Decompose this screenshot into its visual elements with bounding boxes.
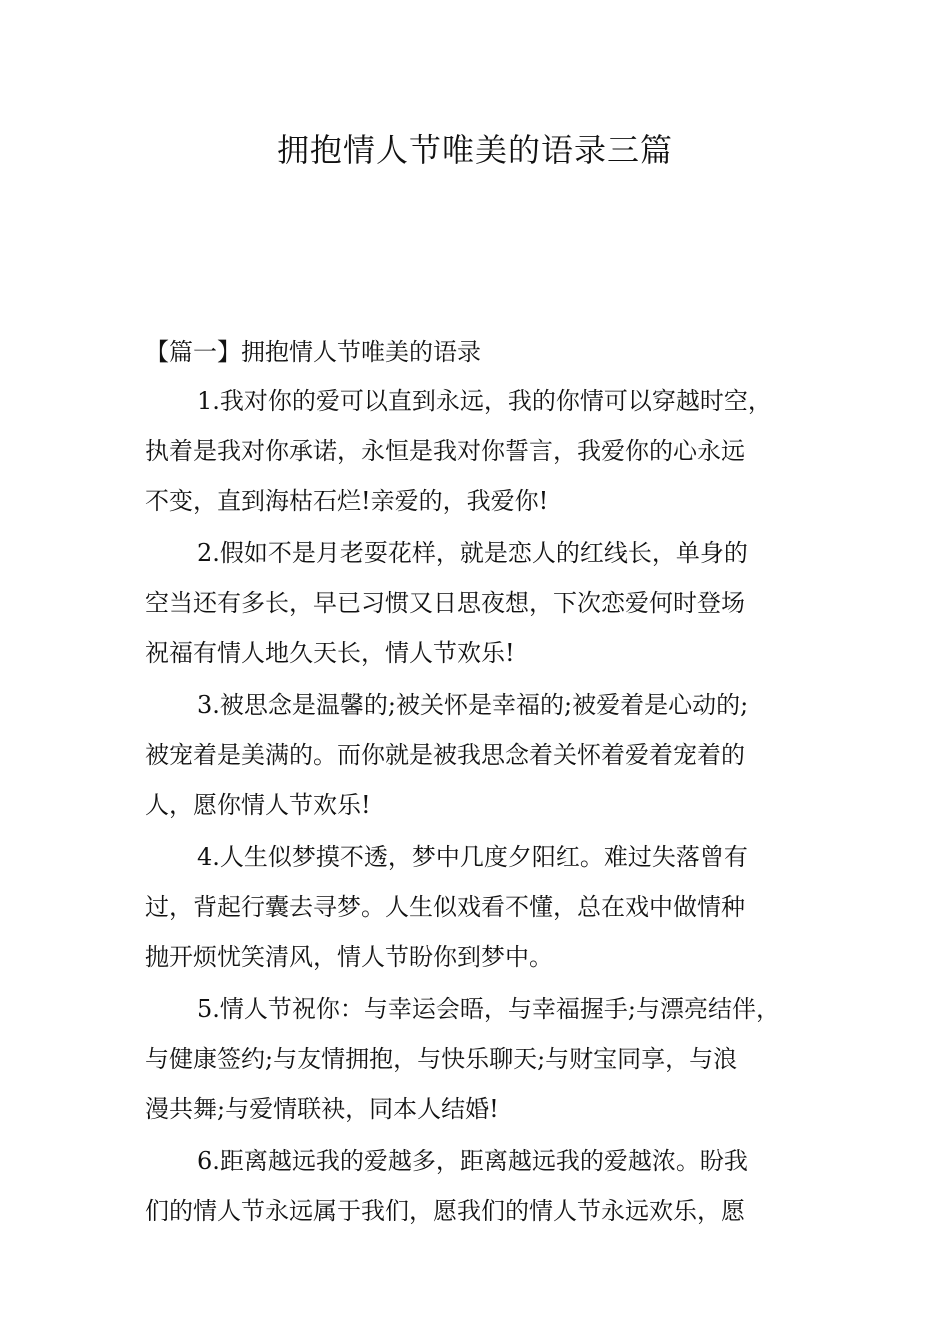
quote-item-5 xyxy=(145,984,835,1134)
quote-item-3 xyxy=(145,680,835,830)
document-title: 拥抱情人节唯美的语录三篇 xyxy=(276,131,673,169)
text-line: 们的情人节永远属于我们，愿我们的情人节永远欢乐，愿 xyxy=(145,1197,745,1225)
text-line: 1.我对你的爱可以直到永远，我的你情可以穿越时空， xyxy=(197,387,772,415)
text-line: 5.情人节祝你：与幸运会晤，与幸福握手;与漂亮结伴， xyxy=(197,995,780,1023)
text-line: 6.距离越远我的爱越多，距离越远我的爱越浓。盼我 xyxy=(197,1147,748,1175)
text-line: 执着是我对你承诺，永恒是我对你誓言，我爱你的心永远 xyxy=(145,437,745,465)
text-line: 人，愿你情人节欢乐! xyxy=(145,791,371,819)
text-line: 被宠着是美满的。而你就是被我思念着关怀着爱着宠着的 xyxy=(145,741,745,769)
quote-item-2 xyxy=(145,528,835,678)
quote-item-1 xyxy=(145,376,835,526)
section-heading: 【篇一】拥抱情人节唯美的语录 xyxy=(145,338,481,366)
text-line: 3.被思念是温馨的;被关怀是幸福的;被爱着是心动的; xyxy=(197,691,749,719)
text-line: 空当还有多长，早已习惯又日思夜想，下次恋爱何时登场 xyxy=(145,589,745,617)
text-line: 不变，直到海枯石烂!亲爱的，我爱你! xyxy=(145,487,549,515)
text-line: 祝福有情人地久天长，情人节欢乐! xyxy=(145,639,515,667)
quote-item-6 xyxy=(145,1136,835,1236)
text-line: 2.假如不是月老耍花样，就是恋人的红线长，单身的 xyxy=(197,539,748,567)
text-line: 漫共舞;与爱情联袂，同本人结婚! xyxy=(145,1095,499,1123)
quote-item-4 xyxy=(145,832,835,982)
text-line: 过，背起行囊去寻梦。人生似戏看不懂，总在戏中做情种 xyxy=(145,893,745,921)
text-line: 4.人生似梦摸不透，梦中几度夕阳红。难过失落曾有 xyxy=(197,843,748,871)
text-line: 与健康签约;与友情拥抱，与快乐聊天;与财宝同享，与浪 xyxy=(145,1045,738,1073)
text-line: 抛开烦忧笑清风，情人节盼你到梦中。 xyxy=(145,943,553,971)
document-body xyxy=(145,328,835,1238)
